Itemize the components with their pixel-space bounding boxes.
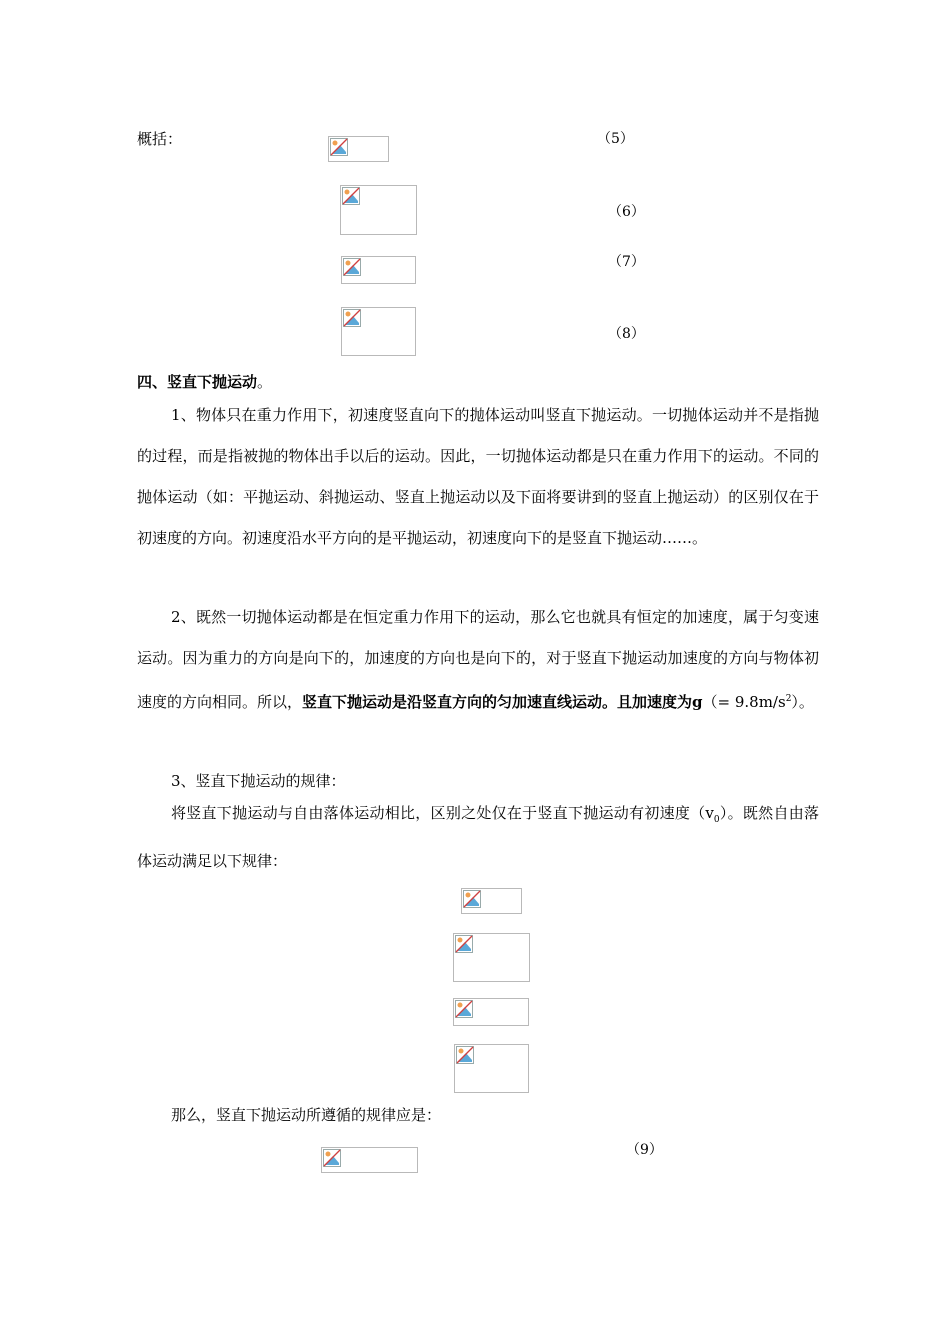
formula-image-9 bbox=[321, 1147, 418, 1173]
paragraph-4 bbox=[137, 793, 819, 882]
broken-image-icon bbox=[323, 1149, 341, 1167]
freefall-formula-4 bbox=[454, 1044, 529, 1093]
paragraph-2 bbox=[137, 597, 819, 723]
freefall-formula-2 bbox=[453, 933, 530, 982]
broken-image-icon bbox=[456, 1046, 474, 1064]
paragraph-4-post: ）。既然自由落体运动满足以下规律： bbox=[137, 804, 819, 870]
equation-number-8: （8） bbox=[608, 326, 645, 342]
paragraph-2-tail-post: ）。 bbox=[791, 693, 814, 711]
paragraph-2-sup: 2 bbox=[785, 694, 792, 704]
summary-label: 概括： bbox=[137, 130, 183, 148]
section-heading bbox=[137, 371, 272, 392]
formula-image-5 bbox=[328, 136, 389, 162]
broken-image-icon bbox=[463, 890, 481, 908]
freefall-formula-3 bbox=[453, 998, 529, 1026]
paragraph-4-sub: 0 bbox=[713, 815, 720, 825]
paragraph-2-tail-pre: （= 9.8m/s bbox=[702, 693, 786, 711]
broken-image-icon bbox=[343, 258, 361, 276]
paragraph-2-bold: 竖直下抛运动是沿竖直方向的匀加速直线运动。且加速度为g bbox=[302, 693, 703, 711]
paragraph-4-pre: 将竖直下抛运动与自由落体运动相比，区别之处仅在于竖直下抛运动有初速度（v bbox=[171, 804, 714, 822]
equation-number-9: （9） bbox=[626, 1142, 663, 1158]
equation-number-6: （6） bbox=[608, 204, 645, 220]
section-heading-end: 。 bbox=[257, 373, 273, 391]
formula-image-8 bbox=[341, 307, 416, 356]
broken-image-icon bbox=[342, 187, 360, 205]
equation-number-5: （5） bbox=[597, 131, 634, 147]
section-heading-text: 四、竖直下抛运动 bbox=[137, 373, 258, 391]
paragraph-3: 3、竖直下抛运动的规律： bbox=[171, 772, 346, 790]
broken-image-icon bbox=[330, 138, 348, 156]
broken-image-icon bbox=[343, 309, 361, 327]
paragraph-5: 那么，竖直下抛运动所遵循的规律应是： bbox=[171, 1106, 442, 1124]
broken-image-icon bbox=[455, 935, 473, 953]
freefall-formula-1 bbox=[461, 888, 522, 914]
formula-image-6 bbox=[340, 185, 417, 235]
broken-image-icon bbox=[455, 1000, 473, 1018]
equation-number-7: （7） bbox=[608, 254, 645, 270]
paragraph-2-text: 2、既然一切抛体运动都是在恒定重力作用下的运动，那么它也就具有恒定的加速度，属于匀变速运动。因为重力的方向是向下的，加速度的方向也是向下的，对于竖直下抛运动加速度的方向与物体初速度的方向相同。所以， bbox=[137, 608, 819, 711]
paragraph-1: 1、物体只在重力作用下，初速度竖直向下的抛体运动叫竖直下抛运动。一切抛体运动并不是指抛的过程，而是指被抛的物体出手以后的运动。因此，一切抛体运动都是只在重力作用下的运动。不同的抛体运动（如：平抛运动、斜抛运动、竖直上抛运动以及下面将要讲到的竖直上抛运动）的区别仅在于初速度的方向。初速度沿水平方向的是平抛运动，初速度向下的是竖直下抛运动……。 bbox=[137, 406, 819, 547]
formula-image-7 bbox=[341, 256, 416, 284]
